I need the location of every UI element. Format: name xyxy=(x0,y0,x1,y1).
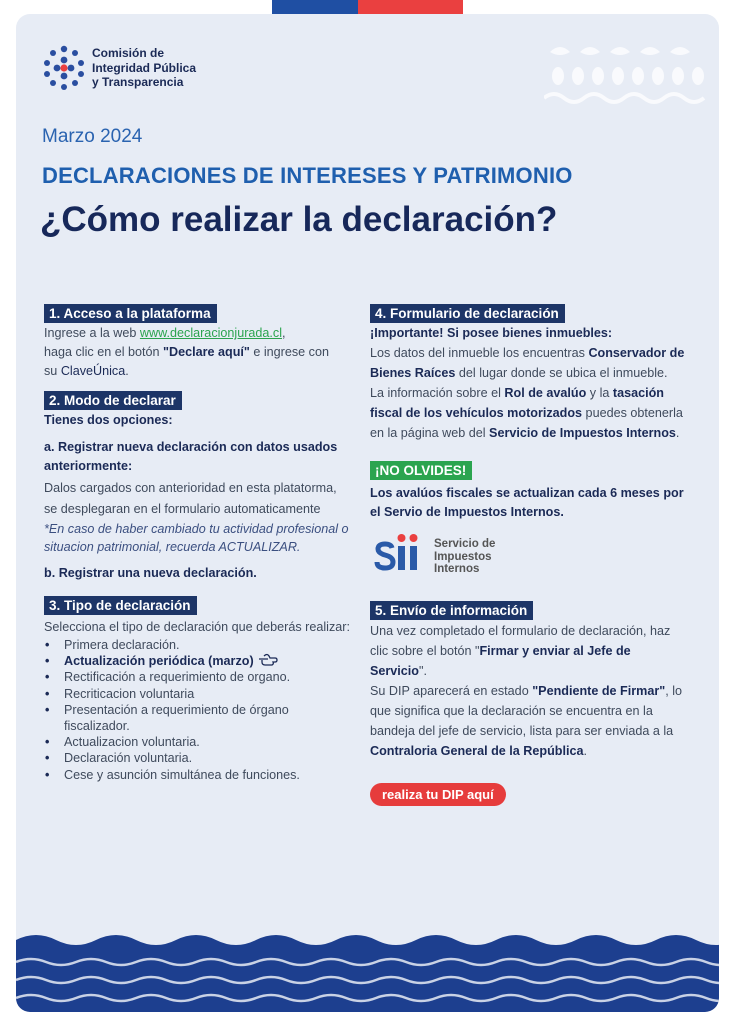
option-a-label: a. Registrar nueva declaración con datos usados anteriormente: xyxy=(44,440,338,473)
right-column xyxy=(370,304,688,806)
list-item: • Cese y asunción simultánea de funciones. xyxy=(64,767,350,783)
publication-date: Marzo 2024 xyxy=(42,126,143,147)
organization-name-line-2: Integridad Pública xyxy=(92,60,197,75)
section-5-heading: 5. Envío de información xyxy=(370,601,533,620)
firmar-enviar-label: Firmar y enviar al Jefe de Servicio xyxy=(370,644,631,678)
list-item-label: Actualización periódica (marzo) xyxy=(64,654,254,669)
status-info xyxy=(370,681,688,761)
section-1-text-part: Ingrese a la web xyxy=(44,326,140,340)
pointing-hand-icon xyxy=(257,653,279,667)
organization-emblem-icon xyxy=(40,44,88,92)
valuation-info xyxy=(370,383,688,443)
submission-info-part: Una vez completado el formulario de declaración, haz clic sobre el botón " xyxy=(370,624,671,658)
section-1-text-part: . xyxy=(125,364,129,378)
valuation-info-part: puedes obtenerla en la página web del xyxy=(370,406,683,440)
section-3-heading: 3. Tipo de declaración xyxy=(44,596,197,615)
submission-info-part: ". xyxy=(419,664,427,678)
sii-logo-icon xyxy=(374,532,426,576)
list-item: • Actualizacion voluntaria. xyxy=(64,734,350,750)
status-info-part: Su DIP aparecerá en estado xyxy=(370,684,533,698)
option-a-description: Dalos cargados con anterioridad en esta platatorma, se desplegaran en el formulario automaticamente xyxy=(44,481,337,516)
left-column xyxy=(44,304,350,783)
section-1-text-part: e ingrese con xyxy=(249,345,329,359)
list-item: • Recriticacion voluntaria xyxy=(64,686,350,702)
contraloria-label: Contraloria General de la República xyxy=(370,744,584,758)
status-info-part: , lo que significa que la declaración se encuentra en la bandeja del jefe de servicio, lista para ser enviada a la xyxy=(370,684,683,738)
section-1-text-part: su xyxy=(44,364,61,378)
declare-aqui-label: "Declare aquí" xyxy=(163,345,250,359)
sii-name-line: Internos xyxy=(434,563,480,575)
section-1-text xyxy=(44,324,350,381)
declaration-type-list xyxy=(44,637,350,783)
section-1-text-part: haga clic en el botón xyxy=(44,345,164,359)
declaracion-jurada-link[interactable]: www.declaracionjurada.cl xyxy=(139,326,283,340)
section-2-intro: Tienes dos opciones: xyxy=(44,413,173,427)
organization-name-line-1: Comisión de xyxy=(92,46,165,60)
property-info-part: Los datos del inmueble los encuentras xyxy=(370,346,589,360)
valuation-info-part: La información sobre el xyxy=(370,386,505,400)
rol-avaluo-label: Rol de avalúo xyxy=(504,386,587,400)
valuation-info-part: y la xyxy=(586,386,613,400)
reminder-heading: ¡NO OLVIDES! xyxy=(370,461,472,480)
submission-info xyxy=(370,621,688,681)
option-b-label: b. Registrar una nueva declaración. xyxy=(44,566,257,580)
realiza-dip-button[interactable]: realiza tu DIP aquí xyxy=(370,783,506,806)
section-3-intro: Selecciona el tipo de declaración que deberás realizar: xyxy=(44,620,350,634)
list-item: • Rectificación a requerimiento de organo. xyxy=(64,669,350,685)
sii-name-line: Servicio de xyxy=(434,538,496,550)
poster-card xyxy=(16,14,719,1012)
update-note: *En caso de haber cambiado tu actividad profesional o situacion patrimonial, recuerda ACTUALIZAR. xyxy=(44,522,349,554)
section-4-heading: 4. Formulario de declaración xyxy=(370,304,565,323)
wave-footer-icon xyxy=(16,922,719,1012)
list-item: • Primera declaración. xyxy=(64,637,350,653)
sii-logo xyxy=(370,532,688,576)
list-item: • Presentación a requerimiento de órgano fiscalizador. xyxy=(64,702,350,734)
conservador-label: Conservador de Bienes Raíces xyxy=(370,346,685,380)
sii-name xyxy=(434,538,495,576)
page-subtitle: DECLARACIONES DE INTERESES Y PATRIMONIO xyxy=(42,163,573,188)
valuation-info-part: . xyxy=(675,426,680,440)
list-item: • Declaración voluntaria. xyxy=(64,750,350,766)
tasacion-label: tasación fiscal de los vehículos motorizados xyxy=(370,386,665,420)
status-info-part: . xyxy=(583,744,587,758)
property-info xyxy=(370,343,688,383)
important-note: ¡Importante! Si posee bienes inmuebles: xyxy=(370,326,613,340)
section-1-text-part: , xyxy=(282,326,286,340)
decorative-pattern-icon xyxy=(544,42,708,106)
pending-status-label: "Pendiente de Firmar" xyxy=(532,684,666,698)
organization-name xyxy=(92,46,196,90)
sii-label: Servicio de Impuestos Internos xyxy=(489,426,676,440)
organization-name-line-3: y Transparencia xyxy=(92,75,184,89)
section-2-heading: 2. Modo de declarar xyxy=(44,391,182,410)
reminder-text: Los avalúos fiscales se actualizan cada 6 meses por el Servio de Impuestos Internos. xyxy=(370,486,684,519)
section-1-heading: 1. Acceso a la plataforma xyxy=(44,304,217,323)
list-item-highlighted xyxy=(64,653,350,669)
page-title: ¿Cómo realizar la declaración? xyxy=(40,200,558,239)
sii-name-line: Impuestos xyxy=(434,550,492,563)
clave-unica-label: ClaveÚnica xyxy=(60,364,126,378)
property-info-part: del lugar donde se ubica el inmueble. xyxy=(455,366,668,380)
organization-logo xyxy=(40,44,210,94)
